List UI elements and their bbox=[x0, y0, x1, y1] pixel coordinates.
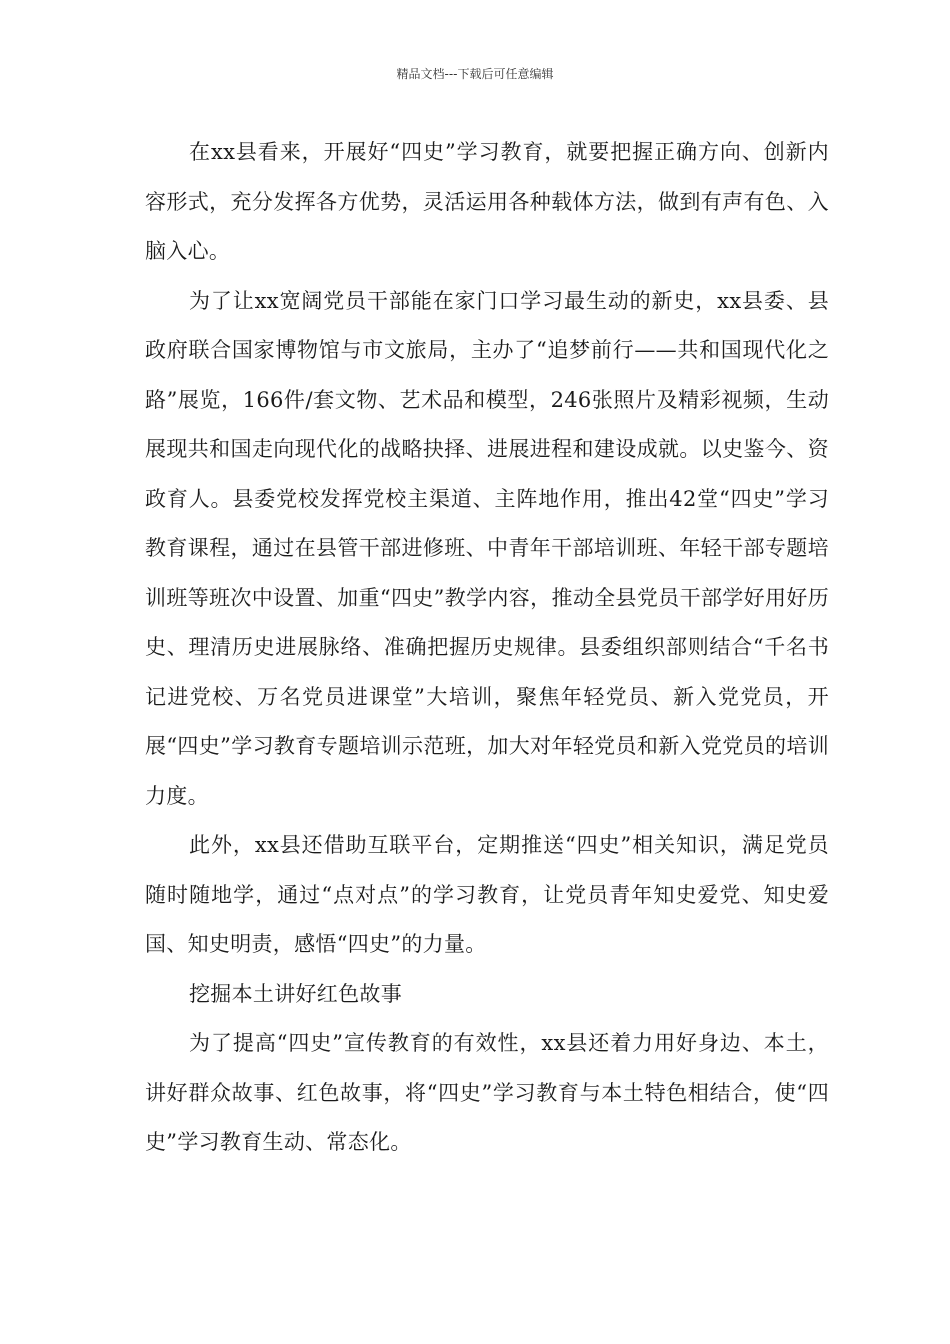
paragraph: 为了让xx宽阔党员干部能在家门口学习最生动的新史，xx县委、县政府联合国家博物馆与市文旅局，主办了“追梦前行——共和国现代化之路”展览，166件/套文物、艺术品和模型，246张照片及精彩视频，生动展现共和国走向现代化的战略抉择、进展进程和建设成就。以史鉴今、资政育人。县委党校发挥党校主渠道、主阵地作用，推出42堂“四史”学习教育课程，通过在县管干部进修班、中青年干部培训班、年轻干部专题培训班等班次中设置、加重“四史”教学内容，推动全县党员干部学好用好历史、理清历史进展脉络、准确把握历史规律。县委组织部则结合“千名书记进党校、万名党员进课堂”大培训，聚焦年轻党员、新入党党员，开展“四史”学习教育专题培训示范班，加大对年轻党员和新入党党员的培训力度。 bbox=[145, 288, 829, 808]
paragraph: 在xx县看来，开展好“四史”学习教育，就要把握正确方向、创新内容形式，充分发挥各方优势，灵活运用各种载体方法，做到有声有色、入脑入心。 bbox=[145, 140, 829, 263]
paragraph: 为了提高“四史”宣传教育的有效性，xx县还着力用好身边、本土，讲好群众故事、红色故事，将“四史”学习教育与本土特色相结合，使“四史”学习教育生动、常态化。 bbox=[145, 1031, 829, 1154]
paragraph: 此外，xx县还借助互联平台，定期推送“四史”相关知识，满足党员随时随地学，通过“点对点”的学习教育，让党员青年知史爱党、知史爱国、知史明责，感悟“四史”的力量。 bbox=[145, 833, 829, 956]
section-heading: 挖掘本土讲好红色故事 bbox=[189, 981, 402, 1006]
page-header: 精品文档---下载后可任意编辑 bbox=[396, 67, 554, 81]
document-body bbox=[145, 128, 829, 1168]
